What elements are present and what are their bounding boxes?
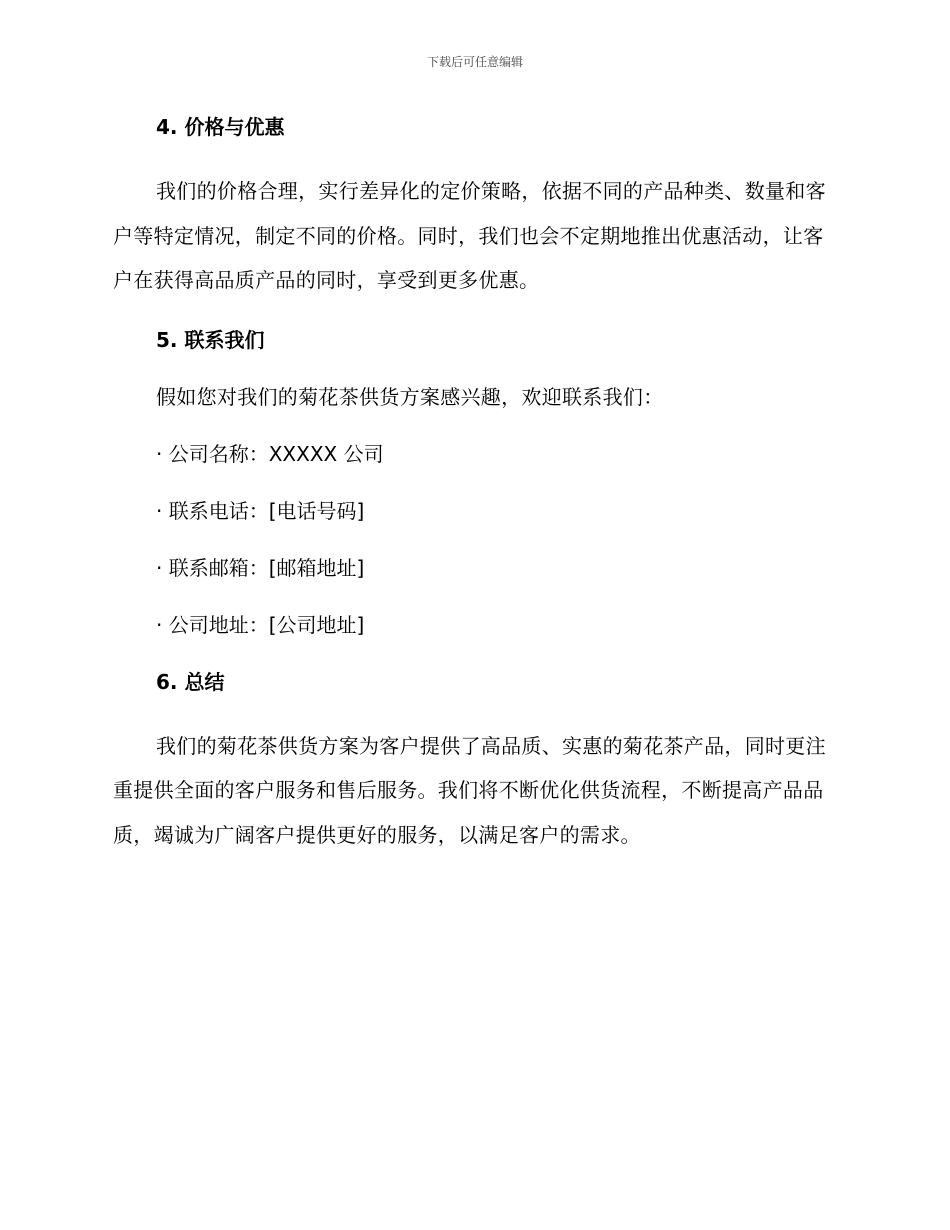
- section-heading-contact: 5. 联系我们: [156, 327, 265, 352]
- contact-item-address: · 公司地址：[公司地址]: [156, 612, 365, 637]
- section-heading-pricing: 4. 价格与优惠: [156, 115, 285, 139]
- contact-item-email: · 联系邮箱：[邮箱地址]: [156, 555, 365, 580]
- section-heading-summary: 6. 总结: [156, 669, 225, 694]
- page-header-note: 下载后可任意编辑: [426, 55, 523, 69]
- section-paragraph-contact: 假如您对我们的菊花茶供货方案感兴趣，欢迎联系我们：: [156, 384, 664, 409]
- section-paragraph-summary: 我们的菊花茶供货方案为客户提供了高品质、实惠的菊花茶产品，同时更注重提供全面的客户服务和售后服务。我们将不断优化供货流程，不断提高产品品质，竭诚为广阔客户提供更好的服务，以满足客户的需求。: [113, 733, 826, 847]
- document-body: [113, 112, 833, 857]
- contact-item-company-name: · 公司名称：XXXXX 公司: [156, 441, 384, 466]
- section-paragraph-pricing: 我们的价格合理，实行差异化的定价策略，依据不同的产品种类、数量和客户等特定情况，制定不同的价格。同时，我们也会不定期地推出优惠活动，让客户在获得高品质产品的同时，享受到更多优惠。: [113, 179, 826, 292]
- contact-item-phone: · 联系电话：[电话号码]: [156, 498, 365, 523]
